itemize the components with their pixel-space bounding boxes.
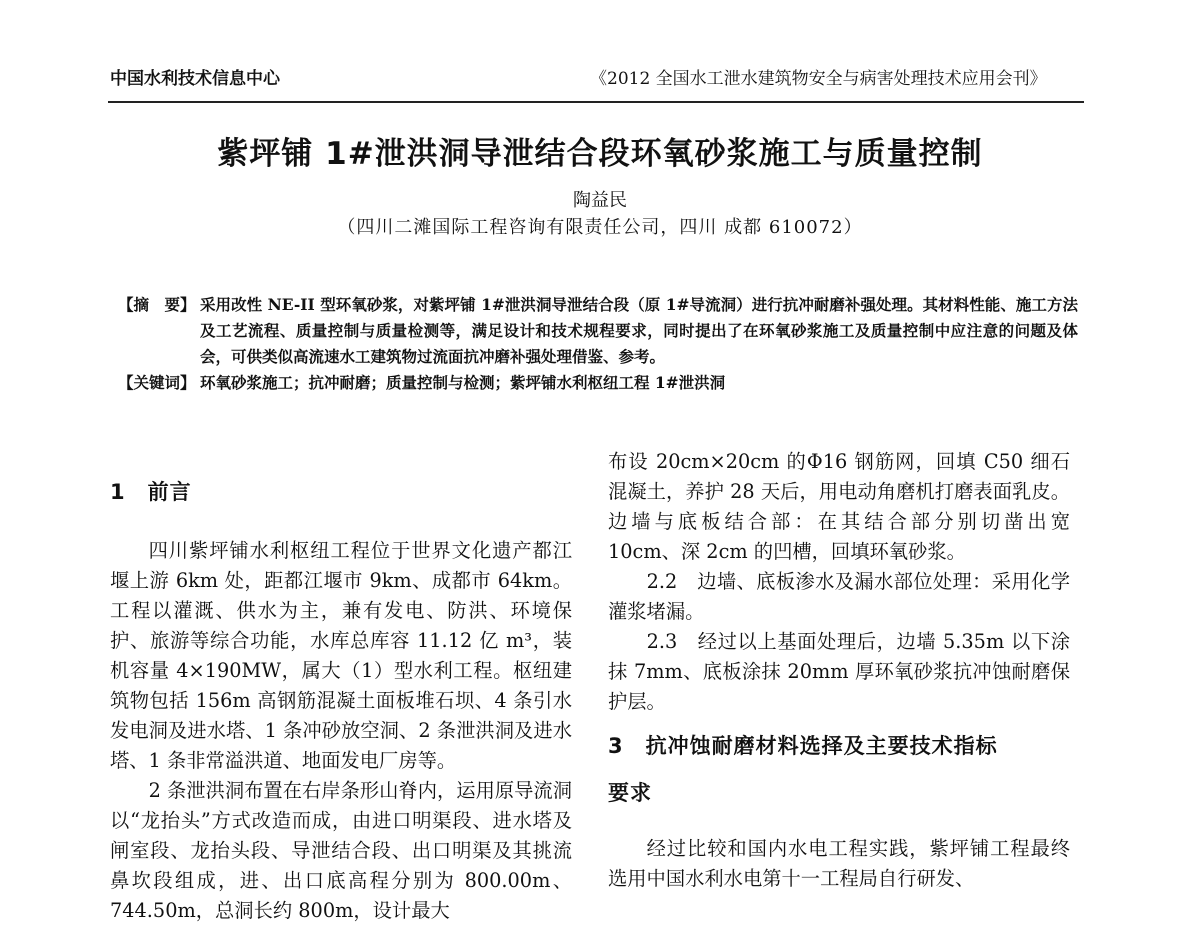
abstract-label: 【摘 要】 bbox=[118, 295, 196, 314]
keywords-text: 环氧砂浆施工；抗冲耐磨；质量控制与检测；紫坪铺水利枢纽工程 1#泄洪洞 bbox=[200, 373, 726, 392]
abstract bbox=[118, 292, 1078, 370]
right-column-top bbox=[608, 447, 1070, 717]
section-3-title-line2: 要求 bbox=[608, 781, 652, 805]
paper-title: 紫坪铺 1#泄洪洞导泄结合段环氧砂浆施工与质量控制 bbox=[217, 136, 983, 172]
header-rule bbox=[108, 101, 1084, 103]
right-paragraph-2: 2.2 边墙、底板渗水及漏水部位处理：采用化学灌浆堵漏。 bbox=[608, 570, 1070, 623]
keywords-label: 【关键词】 bbox=[118, 373, 196, 392]
affiliation: （四川二滩国际工程咨询有限责任公司，四川 成都 610072） bbox=[337, 217, 863, 238]
section-3-title-line1: 3 抗冲蚀耐磨材料选择及主要技术指标 bbox=[608, 734, 998, 758]
author: 陶益民 bbox=[573, 190, 627, 211]
abstract-text: 采用改性 NE-II 型环氧砂浆，对紫坪铺 1#泄洪洞导泄结合段（原 1#导流洞）进行抗冲耐磨补强处理。其材料性能、施工方法及工艺流程、质量控制与质量检测等，满足设计和技术规程要求，同时提出了在环氧砂浆施工及质量控制中应注意的问题及体会，可供类似高流速水工建筑物过流面抗冲磨补强处理借鉴、参考。 bbox=[200, 295, 1078, 366]
running-header-left: 中国水利技术信息中心 bbox=[110, 69, 280, 89]
intro-paragraph-2: 2 条泄洪洞布置在右岸条形山脊内，运用原导流洞以“龙抬头”方式改造而成，由进口明渠段、进水塔及闸室段、龙抬头段、导泄结合段、出口明渠及其挑流鼻坎段组成，进、出口底高程分别为 800.00m、744.50m，总洞长约 800m，设计最大 bbox=[110, 779, 572, 922]
right-paragraph-3: 2.3 经过以上基面处理后，边墙 5.35m 以下涂抹 7mm、底板涂抹 20mm 厚环氧砂浆抗冲蚀耐磨保护层。 bbox=[608, 630, 1070, 713]
running-header-right: 《2012 全国水工泄水建筑物安全与病害处理技术应用会刊》 bbox=[590, 69, 1047, 89]
keywords bbox=[118, 370, 1078, 396]
right-column-bottom bbox=[608, 834, 1070, 890]
intro-paragraph-1: 四川紫坪铺水利枢纽工程位于世界文化遗产都江堰上游 6km 处，距都江堰市 9km、成都市 64km。工程以灌溉、供水为主，兼有发电、防洪、环境保护、旅游等综合功能，水库总库容 11.12 亿 m³，装机容量 4×190MW，属大（1）型水利工程。枢纽建筑物包括 156m 高钢筋混凝土面板堆石坝、4 条引水发电洞及进水塔、1 条冲砂放空洞、2 条泄洪洞及进水塔、1 条非常溢洪道、地面发电厂房等。 bbox=[110, 539, 572, 772]
left-column bbox=[110, 536, 572, 922]
section-1-title: 1 前言 bbox=[110, 480, 192, 504]
right-paragraph-4: 经过比较和国内水电工程实践，紫坪铺工程最终选用中国水利水电第十一工程局自行研发、 bbox=[608, 837, 1070, 890]
right-paragraph-1: 布设 20cm×20cm 的Φ16 钢筋网，回填 C50 细石混凝土，养护 28 天后，用电动角磨机打磨表面乳皮。边墙与底板结合部：在其结合部分别切凿出宽 10cm、深 2cm 的凹槽，回填环氧砂浆。 bbox=[608, 450, 1070, 563]
